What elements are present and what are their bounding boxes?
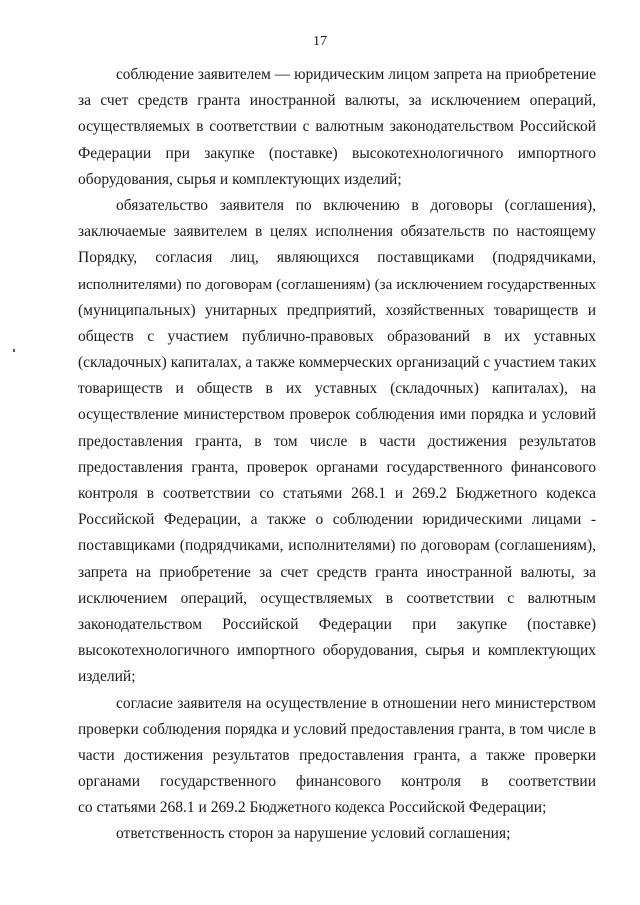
text-line: исключением операций, осуществляемых в соответствии с валютным bbox=[78, 589, 596, 607]
document-body bbox=[78, 62, 596, 848]
paragraph-2 bbox=[78, 193, 596, 691]
text-line: согласие заявителя на осуществление в отношении него министерством bbox=[116, 694, 596, 712]
text-line: изделий; bbox=[78, 668, 136, 686]
text-line: Российской Федерации, а также о соблюдении юридическими лицами - bbox=[78, 511, 596, 529]
text-line: предоставления гранта, проверок органами государственного финансового bbox=[78, 458, 596, 476]
text-line: контроля в соответствии со статьями 268.1 и 269.2 Бюджетного кодекса bbox=[78, 485, 596, 502]
text-line: запрета на приобретение за счет средств гранта иностранной валюты, за bbox=[78, 563, 596, 581]
paragraph-3 bbox=[78, 691, 596, 822]
text-line: Порядку, согласия лиц, являющихся поставщиками (подрядчиками, bbox=[78, 249, 596, 267]
text-line: обществ с участием публично-правовых образований в их уставных bbox=[78, 327, 596, 345]
text-line: поставщиками (подрядчиками, исполнителями) по договорам (соглашениям), bbox=[78, 537, 596, 555]
text-line: осуществляемых в соответствии с валютным законодательством Российской bbox=[78, 118, 596, 136]
text-line: со статьями 268.1 и 269.2 Бюджетного кодекса Российской Федерации; bbox=[78, 799, 547, 817]
text-line: соблюдение заявителем — юридическим лицом запрета на приобретение bbox=[116, 66, 596, 83]
text-line: ответственность сторон за нарушение условий соглашения; bbox=[116, 825, 511, 843]
text-line: осуществление министерством проверок соблюдения ими порядка и условий bbox=[78, 406, 596, 424]
text-line: оборудования, сырья и комплектующих изделий; bbox=[78, 170, 402, 188]
text-line: товариществ и обществ в их уставных (складочных) капиталах), на bbox=[78, 380, 596, 398]
text-line: за счет средств гранта иностранной валюты, за исключением операций, bbox=[78, 92, 596, 110]
text-line: органами государственного финансового контроля в соответствии bbox=[78, 773, 596, 791]
paragraph-1 bbox=[78, 62, 596, 193]
text-line: (складочных) капиталах, а также коммерческих организаций с участием таких bbox=[78, 354, 597, 372]
text-line: предоставления гранта, в том числе в части достижения результатов bbox=[78, 432, 596, 450]
text-line: обязательство заявителя по включению в договоры (соглашения), bbox=[116, 196, 596, 214]
scan-speck bbox=[13, 349, 15, 352]
page-number: 17 bbox=[313, 34, 327, 49]
text-line: Федерации при закупке (поставке) высокотехнологичного импортного bbox=[78, 144, 596, 162]
text-line: законодательством Российской Федерации при закупке (поставке) bbox=[78, 615, 596, 633]
text-line: части достижения результатов предоставления гранта, а также проверки bbox=[78, 746, 596, 764]
text-line: (муниципальных) унитарных предприятий, хозяйственных товариществ и bbox=[78, 301, 596, 319]
paragraph-4 bbox=[78, 821, 596, 847]
text-line: заключаемые заявителем в целях исполнения обязательств по настоящему bbox=[78, 223, 596, 241]
text-line: высокотехнологичного импортного оборудования, сырья и комплектующих bbox=[78, 642, 596, 660]
text-line: проверки соблюдения порядка и условий предоставления гранта, в том числе в bbox=[78, 720, 596, 738]
text-line: исполнителями) по договорам (соглашениям) (за исключением государственных bbox=[78, 276, 596, 293]
